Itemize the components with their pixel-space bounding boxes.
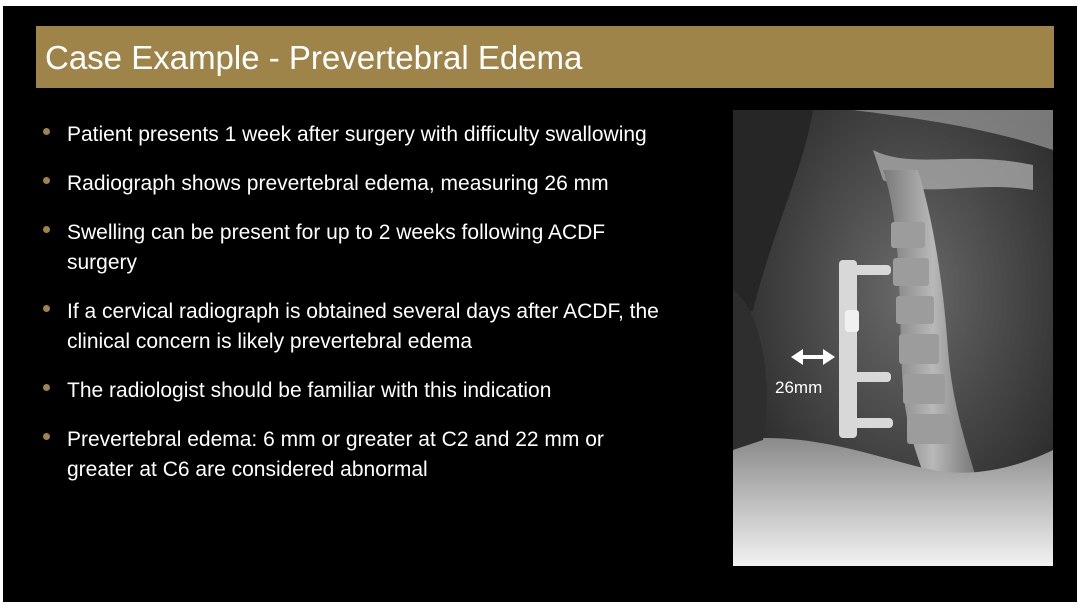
title-bar (36, 26, 1054, 88)
bullet-text: If a cervical radiograph is obtained several days after ACDF, the clinical concern is likely prevertebral edema (67, 300, 659, 353)
bullet-text: Patient presents 1 week after surgery with difficulty swallowing (67, 123, 647, 146)
bullet-item (43, 297, 673, 357)
bullet-item (43, 218, 673, 278)
bullet-text: Radiograph shows prevertebral edema, measuring 26 mm (67, 172, 609, 195)
bullet-item (43, 425, 673, 485)
slide-title: Case Example - Prevertebral Edema (45, 38, 583, 76)
bullet-item (43, 169, 673, 199)
bullet-item (43, 376, 673, 406)
bullet-list (43, 120, 673, 504)
bullet-text: Swelling can be present for up to 2 weeks following ACDF surgery (67, 221, 606, 274)
bullet-dot-icon (43, 128, 50, 135)
slide (3, 6, 1077, 602)
bullet-dot-icon (43, 384, 50, 391)
bullet-text: Prevertebral edema: 6 mm or greater at C2 and 22 mm or greater at C6 are considered abnormal (67, 428, 604, 481)
bullet-dot-icon (43, 433, 50, 440)
measurement-label: 26mm (775, 378, 823, 397)
bullet-text: The radiologist should be familiar with this indication (67, 379, 552, 402)
cervical-spine-radiograph (733, 110, 1053, 566)
bullet-dot-icon (43, 226, 50, 233)
bullet-dot-icon (43, 177, 50, 184)
bullet-dot-icon (43, 305, 50, 312)
bullet-item (43, 120, 673, 150)
